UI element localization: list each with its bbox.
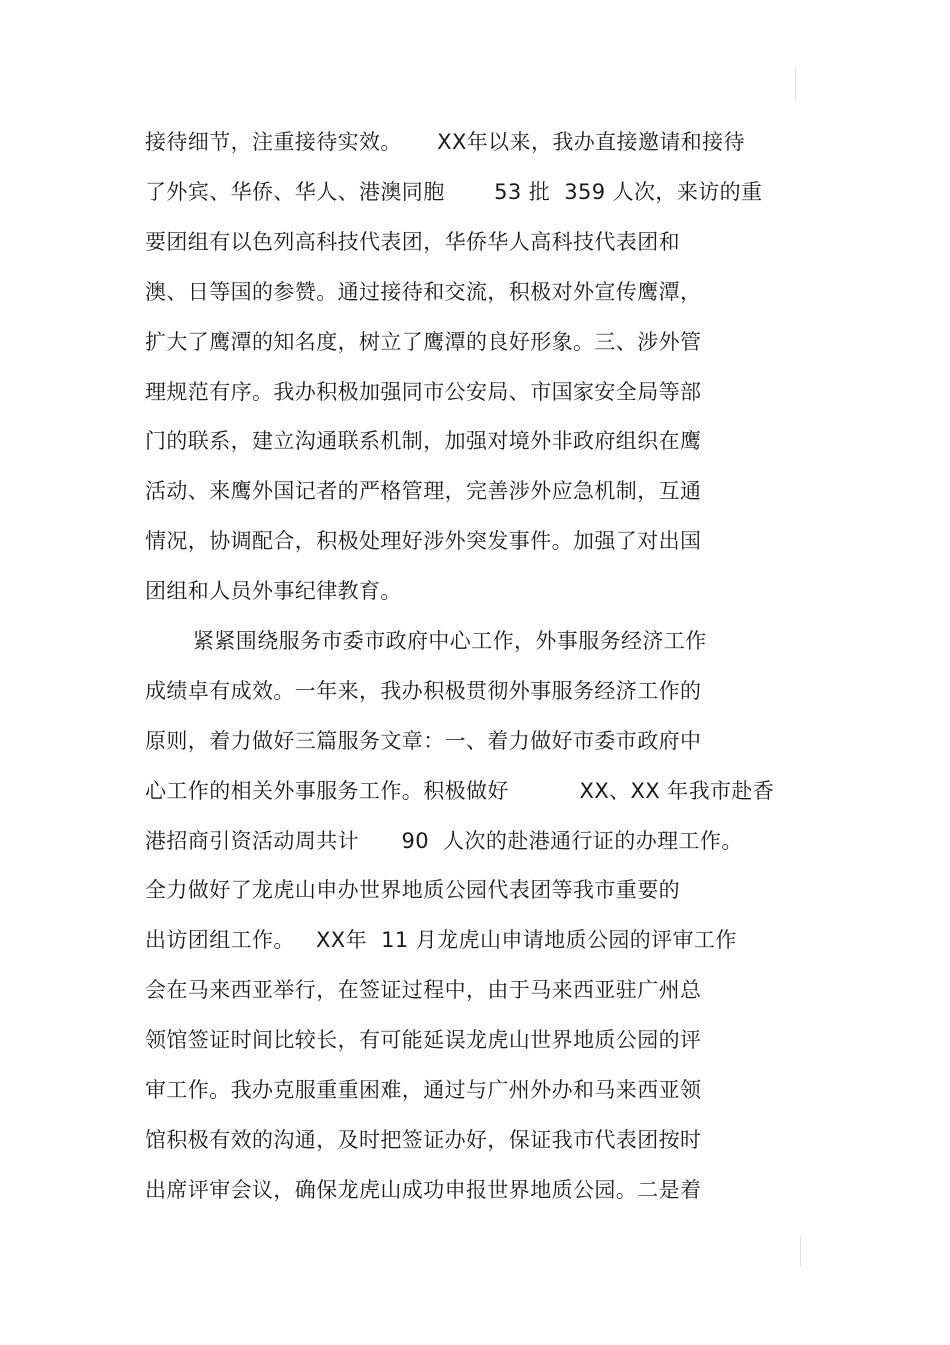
text-line-21: 馆积极有效的沟通，及时把签证办好，保证我市代表团按时 bbox=[145, 1128, 702, 1152]
text-line-17: 出访团组工作。 XX年 11 月龙虎山申请地质公园的评审工作 bbox=[145, 928, 737, 952]
text-line-15: 港招商引资活动周共计 90 人次的赴港通行证的办理工作。 bbox=[145, 829, 743, 853]
text-line-12: 成绩卓有成效。一年来，我办积极贯彻外事服务经济工作的 bbox=[145, 679, 702, 703]
text-line-19: 领馆签证时间比较长，有可能延误龙虎山世界地质公园的评 bbox=[145, 1028, 702, 1052]
text-line-1: 接待细节，注重接待实效。 XX年以来，我办直接邀请和接待 bbox=[145, 130, 745, 154]
text-line-20: 审工作。我办克服重重困难，通过与广州外办和马来西亚领 bbox=[145, 1078, 702, 1102]
text-line-3: 要团组有以色列高科技代表团，华侨华人高科技代表团和 bbox=[145, 230, 680, 254]
text-line-22: 出席评审会议，确保龙虎山成功申报世界地质公园。二是着 bbox=[145, 1178, 702, 1202]
text-line-14: 心工作的相关外事服务工作。积极做好 XX、XX 年我市赴香 bbox=[145, 779, 775, 803]
text-line-8: 活动、来鹰外国记者的严格管理，完善涉外应急机制，互通 bbox=[145, 479, 702, 503]
text-line-18: 会在马来西亚举行，在签证过程中，由于马来西亚驻广州总 bbox=[145, 978, 702, 1002]
text-line-16: 全力做好了龙虎山申办世界地质公园代表团等我市重要的 bbox=[145, 878, 680, 902]
bottom-margin-mark bbox=[800, 1236, 801, 1266]
text-line-13: 原则，着力做好三篇服务文章：一、着力做好市委市政府中 bbox=[145, 729, 702, 753]
text-line-2: 了外宾、华侨、华人、港澳同胞 53 批 359 人次，来访的重 bbox=[145, 180, 763, 204]
text-line-10: 团组和人员外事纪律教育。 bbox=[145, 579, 402, 603]
text-line-9: 情况，协调配合，积极处理好涉外突发事件。加强了对出国 bbox=[145, 529, 702, 553]
text-line-7: 门的联系，建立沟通联系机制，加强对境外非政府组织在鹰 bbox=[145, 429, 702, 453]
text-line-4: 澳、日等国的参赞。通过接待和交流，积极对外宣传鹰潭， bbox=[145, 280, 702, 304]
paragraph-2-first-line: 紧紧围绕服务市委市政府中心工作，外事服务经济工作 bbox=[193, 629, 707, 653]
top-margin-mark bbox=[795, 68, 796, 100]
text-line-5: 扩大了鹰潭的知名度，树立了鹰潭的良好形象。三、涉外管 bbox=[145, 330, 702, 354]
text-line-6: 理规范有序。我办积极加强同市公安局、市国家安全局等部 bbox=[145, 380, 702, 404]
